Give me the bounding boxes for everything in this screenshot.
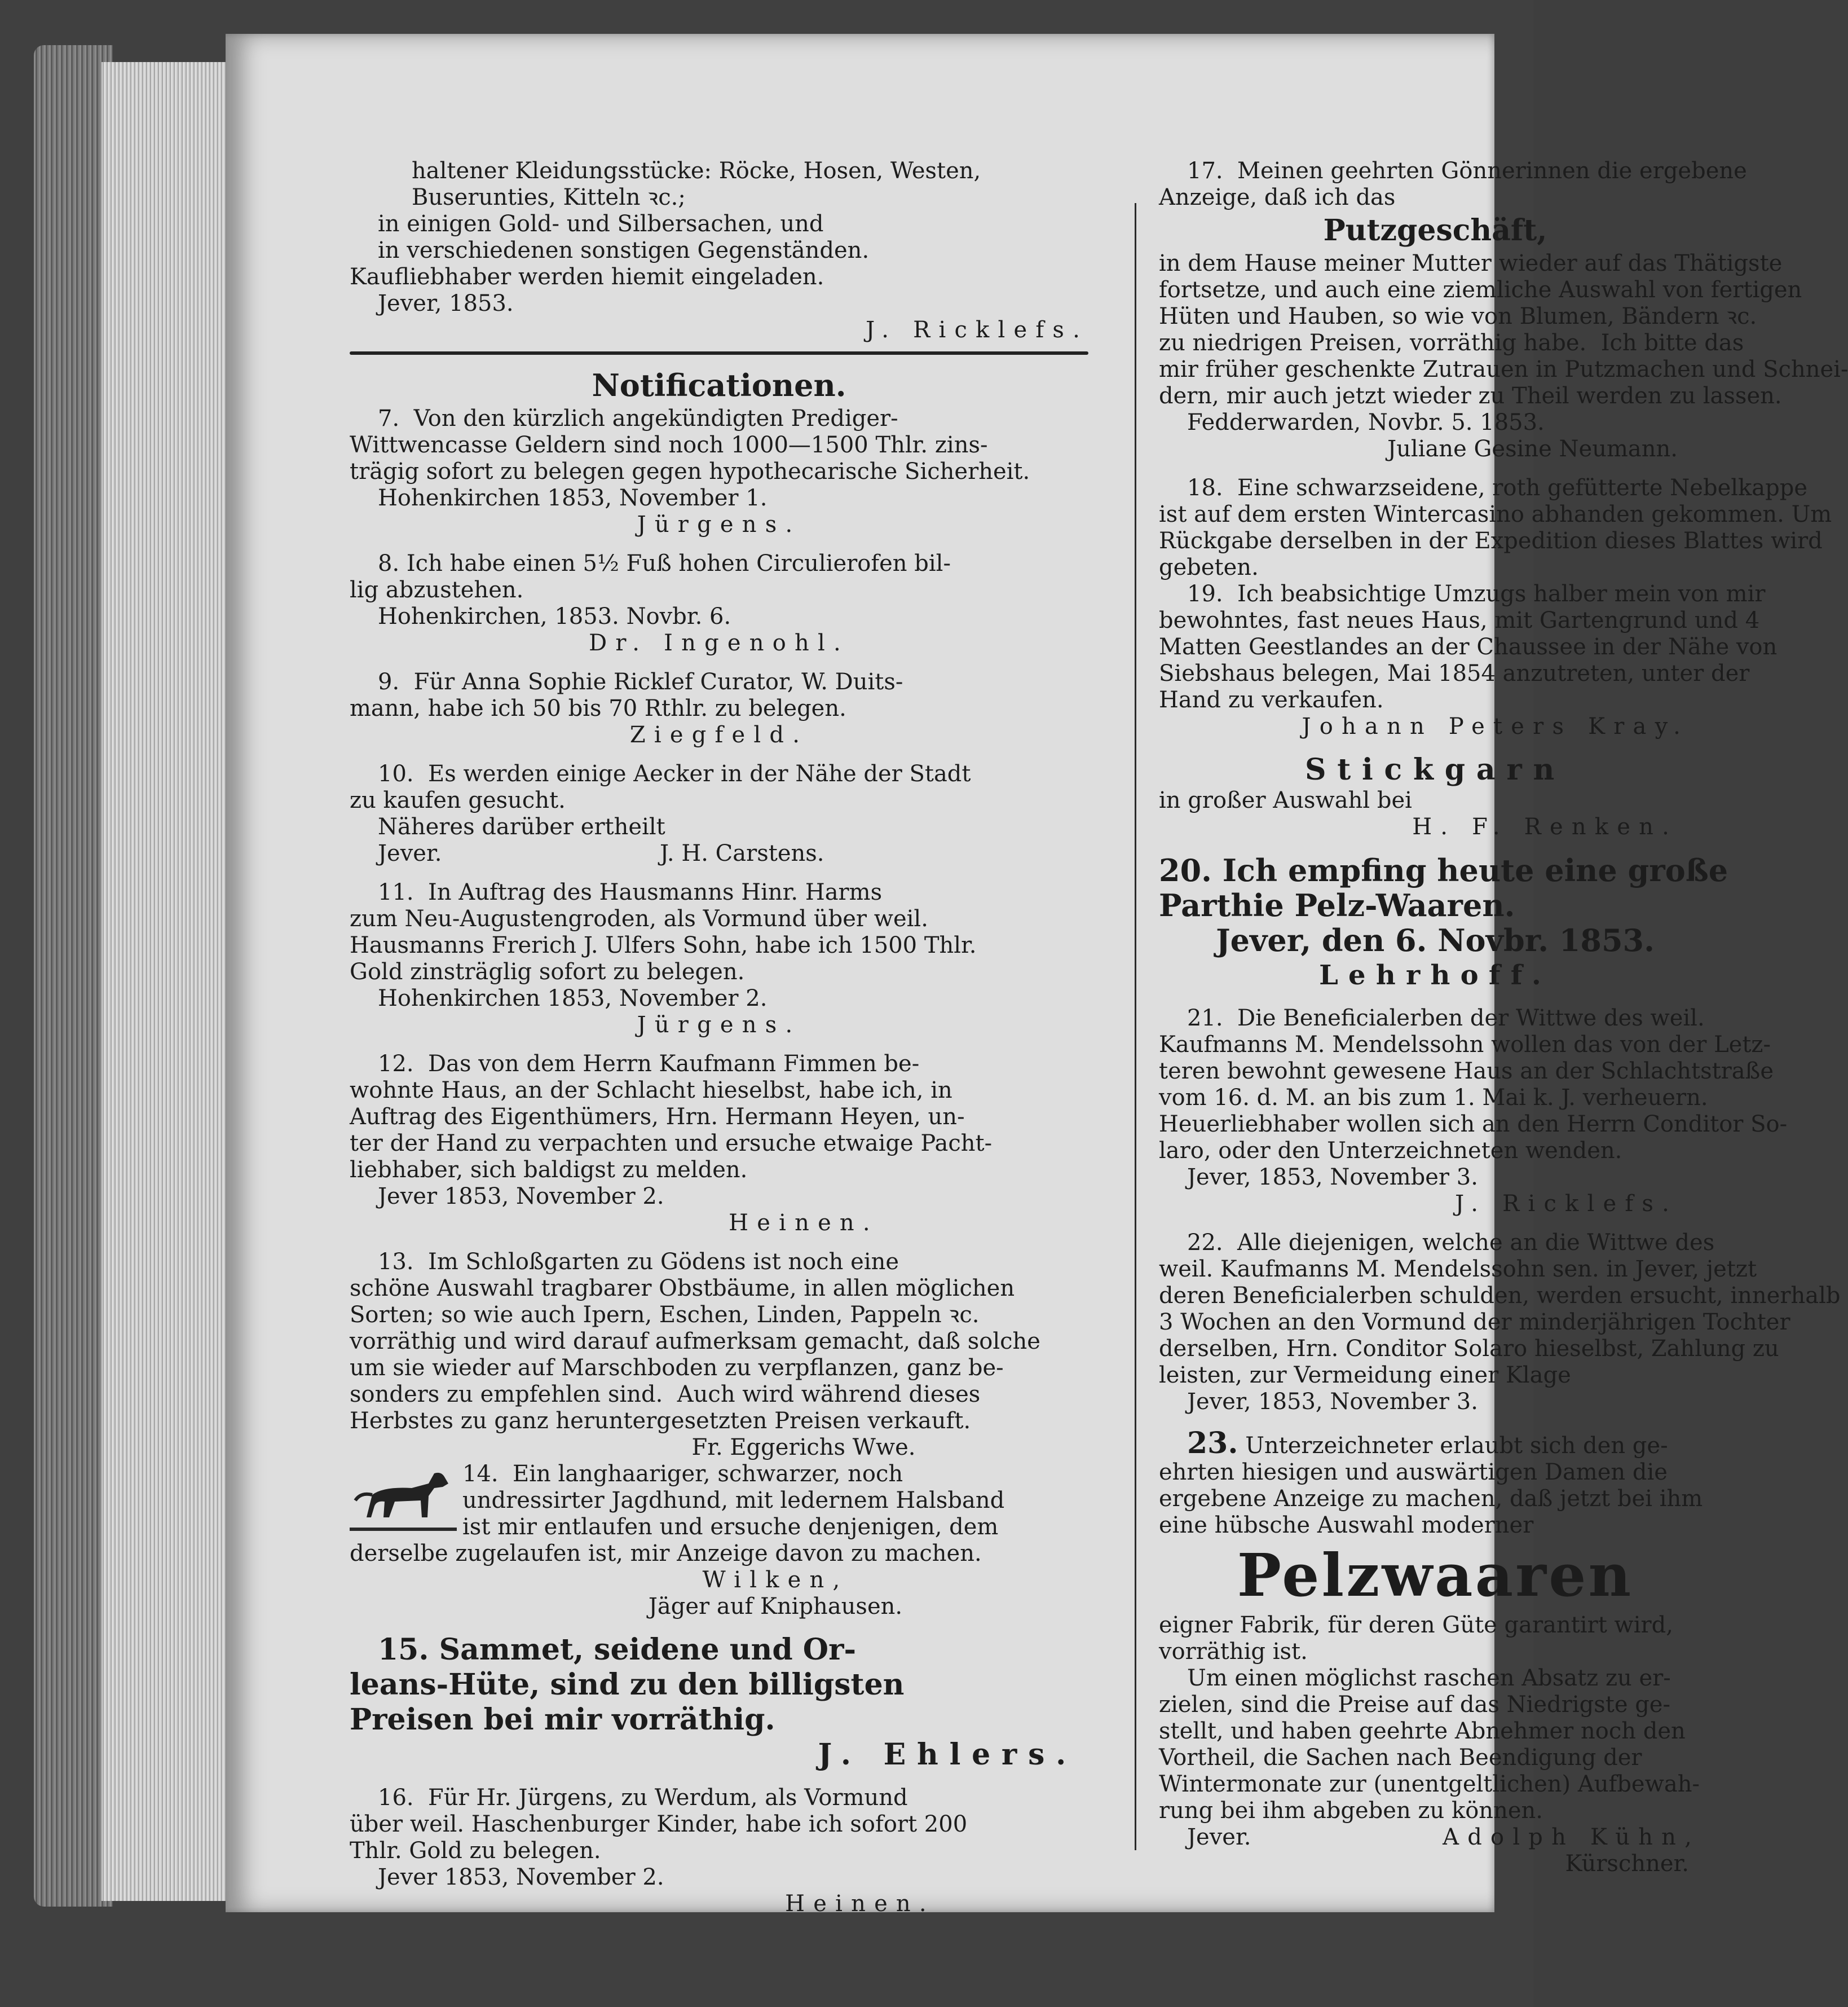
text-line: ist mir entlaufen und ersuche denjenigen, dem [462, 1514, 999, 1540]
text-line: fortsetze, und auch eine ziemliche Auswahl von fertigen [1159, 277, 1802, 303]
text-line: Kaufliebhaber werden hiemit eingeladen. [350, 264, 824, 290]
text-line: Hand zu verkaufen. [1159, 687, 1384, 713]
text-line: ter der Hand zu verpachten und ersuche etwaige Pacht- [350, 1130, 993, 1156]
text-span: Unterzeichneter erlaubt sich den ge- [1245, 1433, 1668, 1459]
text-line: Rückgabe derselben in der Expedition dieses Blattes wird [1159, 528, 1823, 554]
ad-signature: Lehrhoff. [1319, 960, 1551, 991]
ad-signature: J. Ehlers. [818, 1737, 1077, 1772]
signature: Fr. Eggerichs Wwe. [691, 1434, 916, 1460]
text-line: Sorten; so wie auch Ipern, Eschen, Linden, Pappeln ꝛc. [350, 1302, 980, 1328]
text-line: in großer Auswahl bei [1159, 787, 1412, 813]
text-line [1159, 1428, 1712, 1459]
text-line: Wittwencasse Geldern sind noch 1000—1500 Thlr. zins- [350, 432, 988, 458]
notice-number: 23. [1187, 1426, 1238, 1460]
place-date: Hohenkirchen 1853, November 2. [378, 985, 768, 1011]
text-line: 17. Meinen geehrten Gönnerinnen die ergebene [1187, 158, 1747, 184]
signature: Wilken, [702, 1567, 849, 1593]
dog-notice [350, 1461, 1088, 1541]
text-line: leisten, zur Vermeidung einer Klage [1159, 1362, 1571, 1388]
newspaper-page [226, 34, 1848, 1917]
text-line: dern, mir auch jetzt wieder zu Theil werden zu lassen. [1159, 383, 1782, 409]
right-column [1159, 158, 1848, 1877]
text-line: ergebene Anzeige zu machen, daß jetzt bei ihm [1159, 1486, 1703, 1512]
text-line: Herbstes zu ganz heruntergesetzten Preisen verkauft. [350, 1408, 971, 1434]
place-date: Fedderwarden, Novbr. 5. 1853. [1187, 410, 1545, 435]
text-line: 14. Ein langhaariger, schwarzer, noch [462, 1461, 903, 1487]
signature: Jürgens. [637, 512, 801, 538]
text-line: vom 16. d. M. an bis zum 1. Mai k. J. verheuern. [1159, 1085, 1708, 1111]
place-date: Hohenkirchen, 1853. Novbr. 6. [378, 604, 731, 630]
text-line: stellt, und haben geehrte Abnehmer noch den [1159, 1718, 1686, 1744]
text-line: vorräthig ist. [1159, 1639, 1308, 1665]
text-line: liebhaber, sich baldigst zu melden. [350, 1157, 748, 1183]
text-line: zielen, sind die Preise auf das Niedrigste ge- [1159, 1692, 1670, 1718]
ad-headline: Pelzwaaren [1237, 1541, 1634, 1610]
hunting-dog-icon [350, 1461, 457, 1540]
text-line: Näheres darüber ertheilt [378, 814, 665, 840]
signature: Dr. Ingenohl. [589, 630, 849, 656]
text-line: in dem Hause meiner Mutter wieder auf das Thätigste [1159, 250, 1783, 276]
signature: Ziegfeld. [629, 722, 809, 748]
text-line: über weil. Haschenburger Kinder, habe ich sofort 200 [350, 1811, 968, 1837]
signature: Jürgens. [637, 1012, 801, 1038]
column-divider [1135, 203, 1136, 1850]
text-line: 12. Das von dem Herrn Kaufmann Fimmen be- [378, 1051, 920, 1077]
page-edges [102, 62, 237, 1901]
place-date: Jever, 1853, November 3. [1187, 1164, 1478, 1190]
ad-headline: Preisen bei mir vorräthig. [350, 1702, 775, 1737]
signature: Heinen. [729, 1210, 879, 1236]
ad-headline: 15. Sammet, seidene und Or- [378, 1632, 857, 1667]
text-line: derselben, Hrn. Conditor Solaro hieselbst, Zahlung zu [1159, 1336, 1779, 1362]
ad-headline: leans-Hüte, sind zu den billigsten [350, 1667, 905, 1702]
section-heading: Notificationen. [592, 367, 846, 403]
text-line: ehrten hiesigen und auswärtigen Damen die [1159, 1459, 1668, 1485]
place-sign-row [350, 840, 1088, 867]
text-line: in verschiedenen sonstigen Gegenständen. [378, 237, 870, 263]
place-date: Jever. [378, 840, 442, 866]
place-date: Jever. [1187, 1824, 1251, 1850]
text-line: 7. Von den kürzlich angekündigten Prediger- [378, 406, 898, 432]
text-line: haltener Kleidungsstücke: Röcke, Hosen, Westen, [412, 158, 981, 184]
text-line: 11. In Auftrag des Hausmanns Hinr. Harms [378, 879, 883, 905]
text-line: 19. Ich beabsichtige Umzugs halber mein von mir [1187, 581, 1766, 607]
signature: Adolph Kühn, [1443, 1824, 1700, 1850]
text-line: mir früher geschenkte Zutrauen in Putzmachen und Schnei- [1159, 356, 1848, 382]
text-line: undressirter Jagdhund, mit ledernem Halsband [462, 1487, 1005, 1513]
place-date: Jever 1853, November 2. [378, 1864, 664, 1890]
text-line: 9. Für Anna Sophie Ricklef Curator, W. Duits- [378, 669, 903, 695]
place-sign-row [1159, 1824, 1712, 1851]
place-date: Jever, 1853, November 3. [1187, 1389, 1478, 1415]
signature-title: Jäger auf Kniphausen. [648, 1594, 903, 1619]
text-line: sonders zu empfehlen sind. Auch wird während dieses [350, 1381, 981, 1407]
section-rule [350, 351, 1088, 355]
left-column [350, 158, 1088, 1917]
text-line: Matten Geestlandes an der Chaussee in der Nähe von [1159, 634, 1778, 660]
text-line: Auftrag des Eigenthümers, Hrn. Hermann Heyen, un- [350, 1104, 965, 1130]
text-line: deren Beneficialerben schulden, werden ersucht, innerhalb [1159, 1283, 1841, 1309]
text-line: vorräthig und wird darauf aufmerksam gemacht, daß solche [350, 1328, 1040, 1354]
ad-headline: 20. Ich empfing heute eine große [1159, 852, 1728, 888]
text-line: zu niedrigen Preisen, vorräthig habe. Ich bitte das [1159, 330, 1744, 356]
text-line: Thlr. Gold zu belegen. [350, 1838, 601, 1864]
signature: J. H. Carstens. [660, 840, 824, 866]
text-line: Buserunties, Kitteln ꝛc.; [412, 184, 686, 210]
place-date: Jever, 1853. [378, 291, 514, 316]
signature: J. Ricklefs. [1455, 1191, 1678, 1217]
text-line: bewohntes, fast neues Haus, mit Gartengrund und 4 [1159, 608, 1760, 633]
text-line: Wintermonate zur (unentgeltlichen) Aufbewah- [1159, 1771, 1700, 1797]
text-line: zu kaufen gesucht. [350, 787, 566, 813]
text-line: 18. Eine schwarzseidene, roth gefütterte Nebelkappe [1187, 475, 1807, 501]
text-line: um sie wieder auf Marschboden zu verpflanzen, ganz be- [350, 1355, 1004, 1381]
text-line: Vortheil, die Sachen nach Beendigung der [1159, 1745, 1642, 1771]
text-line: mann, habe ich 50 bis 70 Rthlr. zu belegen. [350, 696, 846, 721]
text-line: 3 Wochen an den Vormund der minderjährigen Tochter [1159, 1309, 1790, 1335]
text-line: Hüten und Hauben, so wie von Blumen, Bändern ꝛc. [1159, 303, 1757, 329]
text-line: 22. Alle diejenigen, welche an die Wittwe des [1187, 1230, 1715, 1256]
text-line: schöne Auswahl tragbarer Obstbäume, in allen möglichen [350, 1275, 1015, 1301]
text-line: rung bei ihm abgeben zu können. [1159, 1798, 1543, 1824]
text-line: ist auf dem ersten Wintercasino abhanden gekommen. Um [1159, 501, 1832, 527]
text-line: teren bewohnt gewesene Haus an der Schlachtstraße [1159, 1058, 1774, 1084]
text-line: in einigen Gold- und Silbersachen, und [378, 211, 824, 237]
text-line: eigner Fabrik, für deren Güte garantirt wird, [1159, 1612, 1673, 1638]
dog-notice-text [462, 1461, 1088, 1541]
text-line: 10. Es werden einige Aecker in der Nähe der Stadt [378, 761, 971, 787]
signature: J. Ricklefs. [866, 317, 1088, 343]
text-line: 16. Für Hr. Jürgens, zu Werdum, als Vormund [378, 1785, 908, 1811]
text-line: weil. Kaufmanns M. Mendelssohn sen. in Jever, jetzt [1159, 1256, 1757, 1282]
ad-headline: Stickgarn [1304, 752, 1566, 787]
place-date: Jever 1853, November 2. [378, 1183, 664, 1209]
text-line: wohnte Haus, an der Schlacht hieselbst, habe ich, in [350, 1077, 952, 1103]
text-line: Kaufmanns M. Mendelssohn wollen das von der Letz- [1159, 1032, 1771, 1058]
text-line: Anzeige, daß ich das [1159, 184, 1396, 210]
text-line: Siebshaus belegen, Mai 1854 anzutreten, unter der [1159, 661, 1750, 686]
book-spine [34, 45, 113, 1907]
signature: Johann Peters Kray. [1302, 714, 1689, 740]
text-line: laro, oder den Unterzeichneten wenden. [1159, 1138, 1622, 1164]
text-line: Gold zinsträglig sofort zu belegen. [350, 959, 745, 985]
signature-title: Kürschner. [1565, 1851, 1689, 1877]
text-line: 21. Die Beneficialerben der Wittwe des weil. [1187, 1005, 1705, 1031]
text-line: 8. Ich habe einen 5½ Fuß hohen Circulierofen bil- [378, 551, 951, 576]
text-line: Heuerliebhaber wollen sich an den Herrn Conditor So- [1159, 1111, 1788, 1137]
ad-headline: Putzgeschäft, [1323, 213, 1547, 248]
signature: H. F. Renken. [1412, 814, 1678, 840]
ad-headline: Parthie Pelz-Waaren. [1159, 887, 1515, 923]
place-date: Hohenkirchen 1853, November 1. [378, 485, 768, 511]
text-line: eine hübsche Auswahl moderner [1159, 1512, 1534, 1538]
text-line: trägig sofort zu belegen gegen hypothecarische Sicherheit. [350, 459, 1030, 485]
ad-place-date: Jever, den 6. Novbr. 1853. [1216, 922, 1655, 958]
text-line: Um einen möglichst raschen Absatz zu er- [1187, 1665, 1671, 1691]
text-line: zum Neu-Augustengroden, als Vormund über weil. [350, 906, 928, 932]
text-line: gebeten. [1159, 554, 1259, 580]
signature: Heinen. [785, 1891, 935, 1917]
text-line: lig abzustehen. [350, 577, 524, 603]
text-line: 13. Im Schloßgarten zu Gödens ist noch eine [378, 1249, 899, 1275]
signature: Juliane Gesine Neumann. [1387, 436, 1678, 462]
text-line: derselbe zugelaufen ist, mir Anzeige davon zu machen. [350, 1541, 982, 1566]
text-line: Hausmanns Frerich J. Ulfers Sohn, habe ich 1500 Thlr. [350, 932, 977, 958]
